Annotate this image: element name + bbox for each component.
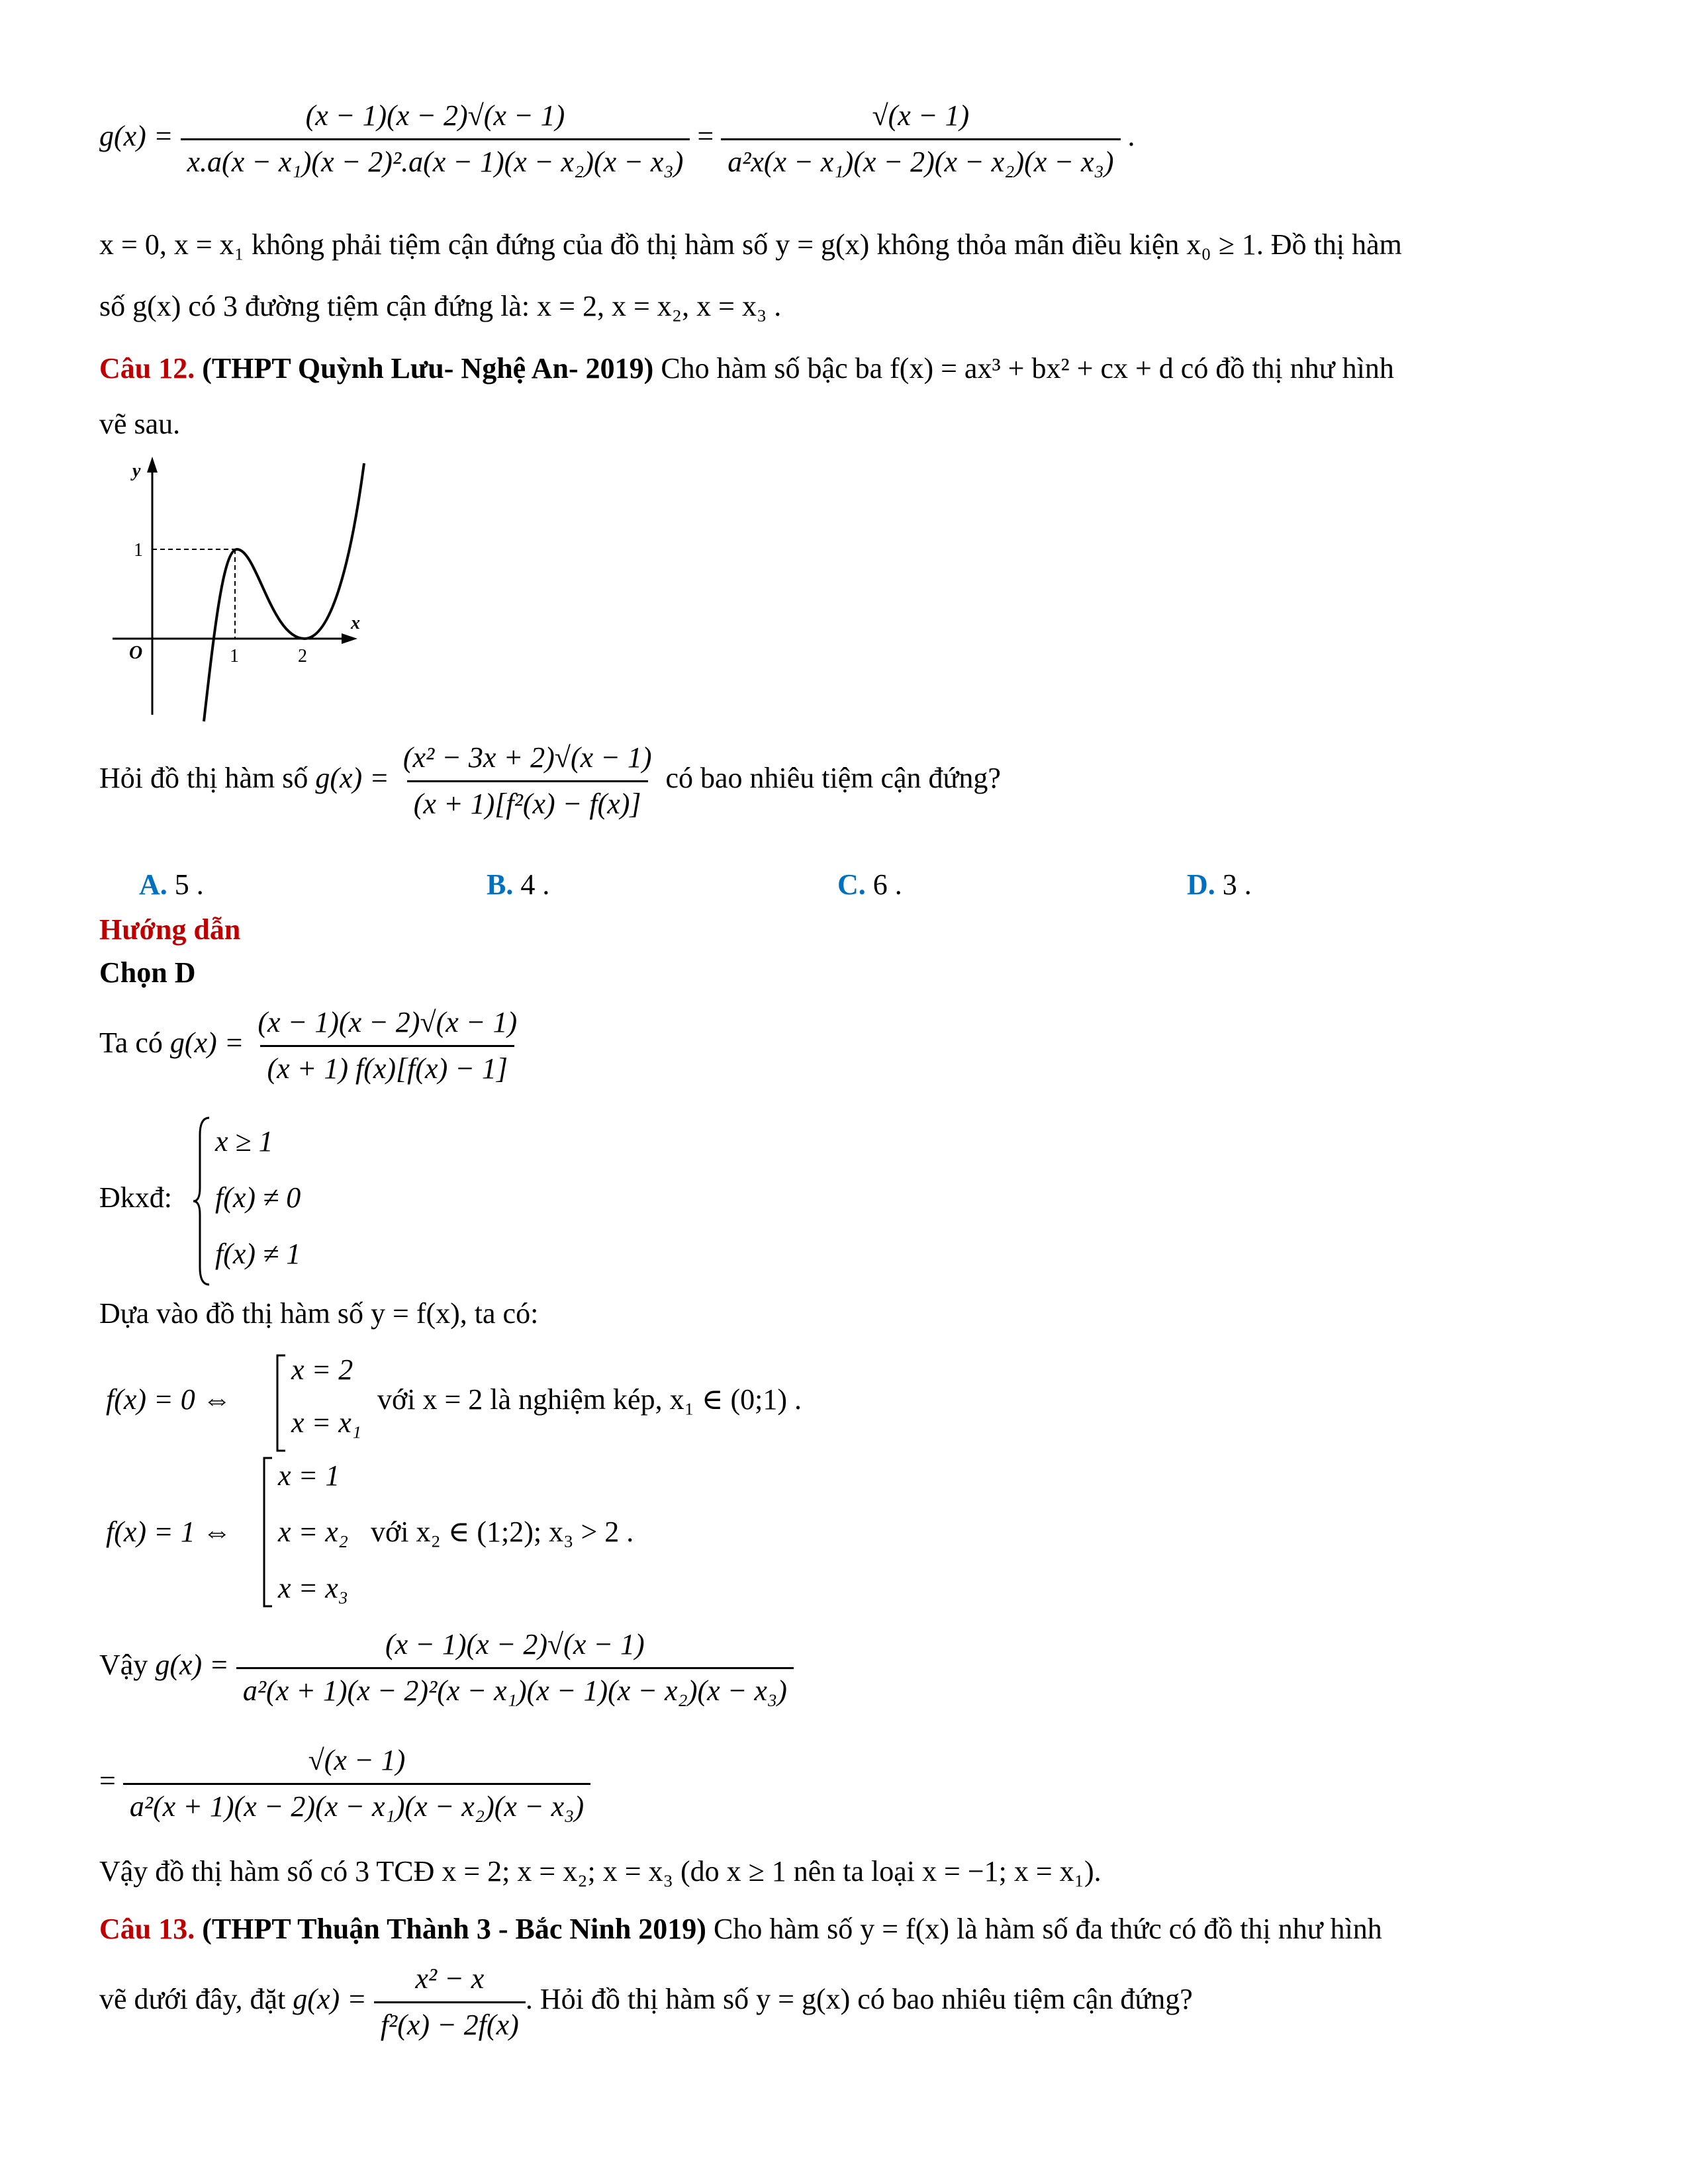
- vay-equals: =: [99, 1764, 116, 1797]
- q12-option-b[interactable]: [487, 868, 549, 902]
- f0-case-1: x = 2: [291, 1353, 353, 1386]
- dkxd-label: Đkxđ:: [99, 1181, 172, 1214]
- vay-formula-2: [99, 1744, 590, 1823]
- q13-header: [99, 1913, 1382, 1946]
- q13-label: Câu 13.: [99, 1913, 195, 1945]
- dkxd-brace: [192, 1115, 212, 1287]
- q13-text-2-suffix: . Hỏi đồ thị hàm số y = g(x) có bao nhiêu tiệm cận đứng?: [525, 1983, 1193, 2016]
- q12-ask-num: (x² − 3x + 2)√(x − 1): [402, 741, 652, 774]
- graph-tick-x-1: 1: [230, 646, 239, 666]
- q13-line-2: [99, 1962, 1193, 2042]
- f1-note: với x₂ ∈ (1;2); x₃ > 2 .: [371, 1516, 634, 1548]
- q12-header: [99, 352, 1394, 386]
- vay-den-2: a²(x + 1)(x − 2)(x − x₁)(x − x₂)(x − x₃): [123, 1783, 590, 1824]
- graph-note: Dựa vào đồ thị hàm số y = f(x), ta có:: [99, 1297, 539, 1330]
- ta-co-g: g(x) =: [169, 1026, 244, 1060]
- q12-text-1: Cho hàm số bậc ba f(x) = ax³ + bx² + cx + d có đồ thị như hình: [653, 352, 1394, 385]
- top-line-3: số g(x) có 3 đường tiệm cận đứng là: x = 2, x = x₂, x = x₃ .: [99, 290, 782, 322]
- option-b-value: 4 .: [520, 868, 550, 901]
- q12-text-2: vẽ sau.: [99, 408, 181, 440]
- q12-label: Câu 12.: [99, 352, 195, 385]
- graph-origin-label: O: [129, 643, 143, 663]
- f1-case-3: x = x₃: [278, 1572, 349, 1604]
- vay-num-1: (x − 1)(x − 2)√(x − 1): [385, 1628, 645, 1661]
- option-b-letter: B.: [487, 868, 514, 901]
- option-d-value: 3 .: [1222, 868, 1252, 901]
- ta-co-label: Ta có: [99, 1026, 163, 1060]
- f1-bracket: [261, 1456, 275, 1608]
- f1-lhs: f(x) = 1 ⇔: [106, 1516, 232, 1548]
- f0-note: với x = 2 là nghiệm kép, x₁ ∈ (0;1) .: [377, 1383, 802, 1416]
- option-a-value: 5 .: [174, 868, 204, 901]
- graph-y-label: y: [132, 461, 141, 481]
- vay-num-2: √(x − 1): [308, 1744, 406, 1776]
- top-equals: =: [697, 120, 714, 153]
- ta-co-fraction: [251, 1006, 524, 1085]
- q12-option-a[interactable]: [139, 868, 204, 902]
- hint-title: Hướng dẫn: [99, 913, 241, 946]
- top-line-2: x = 0, x = x₁ không phải tiệm cận đứng của đồ thị hàm số y = g(x) không thỏa mãn điều kiện x₀ ≥ 1. Đồ thị hàm: [99, 228, 1402, 261]
- vay-fraction-2: [123, 1744, 590, 1823]
- ta-co-num: (x − 1)(x − 2)√(x − 1): [258, 1006, 518, 1038]
- vay-fraction-1: [236, 1628, 794, 1707]
- q13-text-1: Cho hàm số y = f(x) là hàm số đa thức có đồ thị như hình: [706, 1913, 1382, 1945]
- graph-tick-x-2: 2: [298, 646, 307, 666]
- q12-ask-g: g(x) =: [315, 762, 389, 795]
- conclusion: Vậy đồ thị hàm số có 3 TCĐ x = 2; x = x₂; x = x₃ (do x ≥ 1 nên ta loại x = −1; x = x₁).: [99, 1855, 1102, 1888]
- top-fraction-1-num: (x − 1)(x − 2)√(x − 1): [305, 99, 565, 132]
- q12-source: (THPT Quỳnh Lưu- Nghệ An- 2019): [202, 352, 654, 385]
- q12-ask-suffix: có bao nhiêu tiệm cận đứng?: [665, 762, 1001, 795]
- f0-bracket: [275, 1353, 288, 1453]
- f1-case-2: x = x₂: [278, 1516, 349, 1548]
- vay-formula-1: [99, 1628, 794, 1707]
- q13-den: f²(x) − 2f(x): [374, 2001, 526, 2042]
- q12-ask-prefix: Hỏi đồ thị hàm số: [99, 762, 308, 795]
- top-fraction-2-den: a²x(x − x₁)(x − 2)(x − x₂)(x − x₃): [721, 138, 1120, 179]
- top-formula: [99, 99, 1135, 179]
- f0-case-2: x = x₁: [291, 1406, 362, 1439]
- choose-answer: Chọn D: [99, 956, 196, 989]
- q12-graph: [106, 450, 371, 728]
- q13-num: x² − x: [415, 1962, 485, 1995]
- graph-x-label: x: [351, 613, 360, 633]
- q13-source: (THPT Thuận Thành 3 - Bắc Ninh 2019): [202, 1913, 706, 1945]
- top-fraction-2: [721, 99, 1120, 179]
- q13-text-2-prefix: vẽ dưới đây, đặt: [99, 1983, 286, 2016]
- option-c-value: 6 .: [872, 868, 902, 901]
- top-g-lhs: g(x) =: [99, 120, 173, 153]
- option-a-letter: A.: [139, 868, 167, 901]
- q13-fraction: [374, 1962, 526, 2042]
- f1-case-1: x = 1: [278, 1459, 340, 1492]
- ta-co-formula: [99, 1006, 524, 1085]
- dkxd-condition-2: f(x) ≠ 0: [215, 1181, 301, 1214]
- q12-option-c[interactable]: [837, 868, 902, 902]
- top-fraction-1: [181, 99, 690, 179]
- vay-den-1: a²(x + 1)(x − 2)²(x − x₁)(x − 1)(x − x₂)(x − x₃): [236, 1667, 794, 1708]
- option-c-letter: C.: [837, 868, 866, 901]
- dkxd-condition-3: f(x) ≠ 1: [215, 1238, 301, 1270]
- q13-g: g(x) =: [293, 1983, 367, 2016]
- graph-cubic-curve: [204, 463, 364, 721]
- top-fraction-2-num: √(x − 1): [872, 99, 970, 132]
- option-d-letter: D.: [1187, 868, 1215, 901]
- q12-ask-den: (x + 1)[f²(x) − f(x)]: [407, 780, 648, 821]
- vay-g: g(x) =: [155, 1649, 229, 1682]
- f0-lhs: f(x) = 0 ⇔: [106, 1383, 232, 1416]
- graph-y-arrow: [147, 457, 158, 473]
- ta-co-den: (x + 1) f(x)[f(x) − 1]: [260, 1045, 514, 1086]
- graph-tick-y-1: 1: [134, 540, 143, 561]
- top-fraction-1-den: x.a(x − x₁)(x − 2)².a(x − 1)(x − x₂)(x − x₃): [181, 138, 690, 179]
- graph-x-arrow: [342, 633, 357, 644]
- q12-ask: [99, 741, 1001, 821]
- q12-ask-fraction: [397, 741, 659, 821]
- dkxd-condition-1: x ≥ 1: [215, 1125, 273, 1158]
- vay-label: Vậy: [99, 1649, 148, 1682]
- top-period: .: [1127, 120, 1135, 153]
- q12-option-d[interactable]: [1187, 868, 1252, 902]
